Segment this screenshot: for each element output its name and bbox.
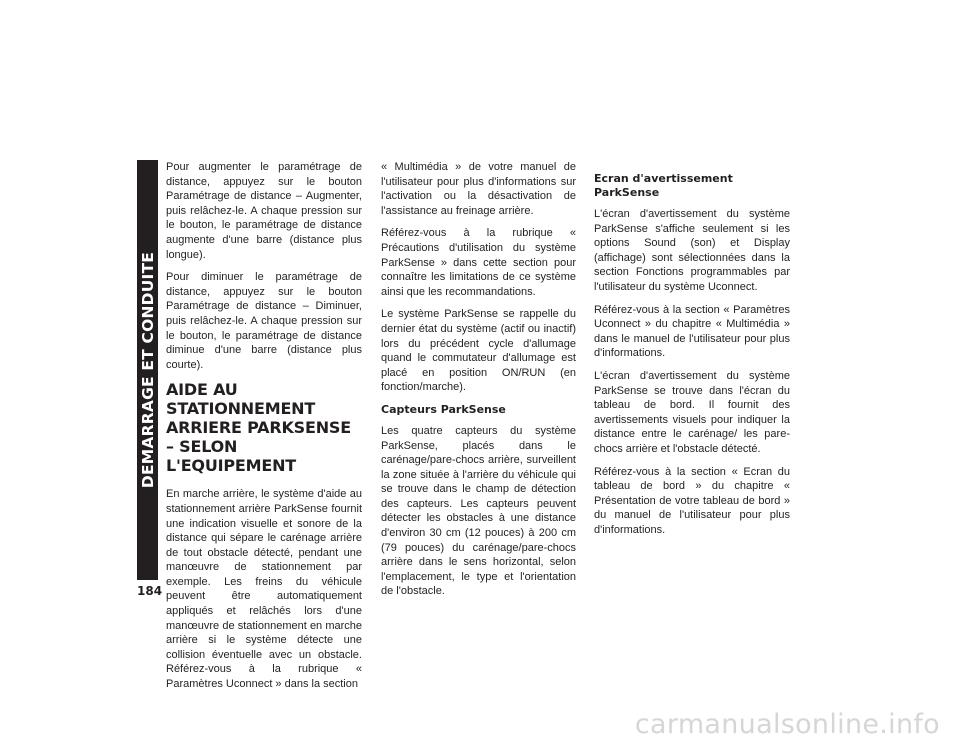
watermark-text: carmanualsonline.info (634, 709, 940, 740)
paragraph: Pour diminuer le paramétrage de distance, appuyez sur le bouton Paramétrage de distance – Diminuer, puis relâchez-le. A chaque pression sur le bouton, le paramétrage de distance diminue d'une barre (distance plus courte). (166, 271, 362, 371)
paragraph: Pour augmenter le paramétrage de distance, appuyez sur le bouton Paramétrage de distance – Augmenter, puis relâchez-le. A chaque pression sur le bouton, le paramétrage de distance augmente d'une barre (distance plus longue). (166, 161, 362, 261)
section-side-tab (137, 160, 158, 580)
paragraph: Référez-vous à la section « Ecran du tableau de bord » du chapitre « Présentation de votre tableau de bord » du manuel de l'utilisateur pour plus d'informations. (594, 465, 790, 536)
paragraph: Référez-vous à la section « Paramètres Uconnect » du chapitre « Multimédia » dans le manuel de l'utilisateur pour plus d'informations. (594, 303, 790, 360)
text-column-1 (166, 160, 362, 700)
text-column-3 (594, 160, 790, 545)
page-number: 184 (137, 584, 163, 598)
paragraph: Le système ParkSense se rappelle du dernier état du système (actif ou inactif) lors du précédent cycle d'allumage quand le commutateur d'allumage est placé en position ON/RUN (en fonction/marche). (381, 308, 576, 394)
section-title: DEMARRAGE ET CONDUITE (138, 251, 157, 489)
text-column-2 (381, 160, 576, 607)
subsection-heading: Ecran d'avertissement ParkSense (594, 172, 733, 199)
paragraph: « Multimédia » de votre manuel de l'utilisateur pour plus d'informations sur l'activation ou la désactivation de l'assistance au freinage arrière. (381, 161, 576, 217)
paragraph: Les quatre capteurs du système ParkSense, placés dans le carénage/pare-chocs arrière, surveillent la zone située à l'arrière du véhicule qui se trouve dans le champ de détection des capteurs. Les capteurs peuvent détecter les obstacles à une distance d'environ 30 cm (12 pouces) à 200 cm (79 pouces) du carénage/pare-chocs arrière dans le sens horizontal, selon l'emplacement, le type et l'orientation de l'obstacle. (381, 424, 576, 598)
paragraph: En marche arrière, le système d'aide au stationnement arrière ParkSense fournit une indication visuelle et sonore de la distance qui sépare le carénage arrière de tout obstacle détecté, pendant une manœuvre de stationnement par exemple. Les freins du véhicule peuvent être automatiquement appliqués et relâchés lors d'une manœuvre de stationnement en marche arrière si le système détecte une collision éventuelle avec un obstacle. Référez-vous à la rubrique « Paramètres Uconnect » dans la section (166, 488, 362, 691)
paragraph: L'écran d'avertissement du système ParkSense se trouve dans l'écran du tableau de bord. Il fournit des avertissements visuels pour indiquer la distance entre le carénage/ les pare-chocs arrière et l'obstacle détecté. (594, 369, 790, 455)
subsection-heading: Capteurs ParkSense (381, 402, 506, 416)
paragraph: L'écran d'avertissement du système ParkSense s'affiche seulement si les options Sound (son) et Display (affichage) sont sélectionnées dans la section Fonctions programmables par l'utilisateur du système Uconnect. (594, 208, 790, 293)
paragraph: Référez-vous à la rubrique « Précautions d'utilisation du système ParkSense » dans cette section pour connaître les limitations de ce système ainsi que les recommandations. (381, 227, 576, 298)
section-heading: AIDE AU STATIONNEMENT ARRIERE PARKSENSE – SELON L'EQUIPEMENT (166, 380, 351, 476)
